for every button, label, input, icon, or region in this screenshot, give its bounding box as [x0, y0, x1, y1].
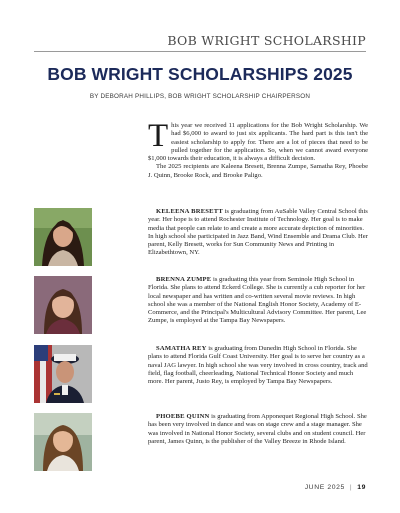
article-byline: BY DEBORAH PHILLIPS, BOB WRIGHT SCHOLARSHIP CHAIRPERSON: [89, 93, 311, 100]
recipient-name: BRENNA ZUMPE: [156, 276, 212, 283]
phoebe-quinn-photo: [34, 413, 92, 471]
recipient-name: SAMATHA REY: [156, 345, 207, 352]
intro-paragraph-1-text: his year we received 11 applications for the Bob Wright Scholarship. We had $6,000 to award to just six applicants. The hard part is this isn't the easiest scholarship to apply for. There are a lot of pieces that need to be pulled together for the application. So, when we cannot award everyone $1,000 towards their education, it is always a difficult decision.: [148, 122, 368, 163]
recipient-text: is graduating from Apponequet Regional High School. She has been very involved in dance and was on stage crew and a stage manager. She was involved in National Honor Society, several clubs and on student council. Her parent, James Quinn, is the publisher of the Valley Breeze in Rhode Island.: [148, 413, 367, 445]
intro-text: [148, 118, 368, 180]
keleena-bresett-bio: [148, 208, 370, 258]
recipient-text: is graduating from Dunedin High School in Florida. She plans to attend Florida Gulf Coast University. Her goal is to serve her country as a naval JAG lawyer. In high school she was very involved in cross country, track and field, flag football, cheerleading, National Technical Honor Society and much more. Her parent, Justo Rey, is employed by Tampa Bay Newspapers.: [148, 345, 368, 386]
samatha-rey-photo: [34, 345, 92, 403]
samatha-rey-bio: [148, 345, 370, 386]
portrait-image: [34, 276, 92, 334]
brenna-zumpe-bio: [148, 276, 370, 326]
recipient-name: PHOEBE QUINN: [156, 413, 210, 420]
page-footer: [305, 484, 366, 491]
recipient-text: is graduating this year from Seminole High School in Florida. She plans to attend Eckerd College. She is currently a cub reporter for her local newspaper and has written and co-written several movie reviews. In high school she was a member of the National English Honor Society, Academy of E-Commerce, and the Principal's Multicultural Advisory Committee. Her parent, Lee Zumpe, is employed at the Tampa Bay Newspapers.: [148, 276, 367, 325]
intro-paragraph-1: [148, 118, 368, 163]
page-number: 19: [357, 484, 366, 491]
portrait-image: [34, 345, 92, 403]
phoebe-quinn-bio: [148, 413, 370, 446]
brenna-zumpe-photo: [34, 276, 92, 334]
drop-cap: T: [148, 118, 169, 154]
running-head: BOB WRIGHT SCHOLARSHIP: [167, 33, 366, 48]
article-title: BOB WRIGHT SCHOLARSHIPS 2025: [47, 64, 353, 84]
recipient-name: KELEENA BRESETT: [156, 208, 223, 215]
header-rule: [34, 51, 366, 52]
footer-separator: |: [349, 484, 353, 491]
intro-paragraph-2: The 2025 recipients are Kaleena Bresett, Brenna Zumpe, Samatha Rey, Phoebe J. Quinn, Brooke Rock, and Brooke Paligo.: [148, 163, 368, 179]
portrait-image: [34, 208, 92, 266]
keleena-bresett-photo: [34, 208, 92, 266]
portrait-image: [34, 413, 92, 471]
recipient-text: is graduating from AuSable Valley Central School this year. Her hope is to attend Rochester Institute of Technology. Her goal is to make media that people can relate to and create a more accurate depiction of minorities. In high school she participated in Jazz Band, Wind Ensemble and Drama Club. Her parent, Kelly Bresett, works for Sun Community News and Printing in Elizabethtown, NY.: [148, 208, 368, 257]
issue-date: JUNE 2025: [304, 484, 345, 491]
